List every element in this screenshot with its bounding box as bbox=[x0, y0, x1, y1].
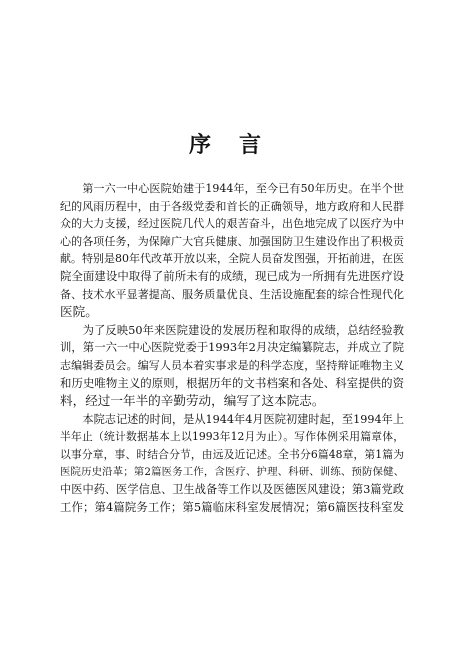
text-line: 工作；第4篇院务工作；第5篇临床科室发展情况；第6篇医技科室发 bbox=[60, 499, 404, 514]
text-line: 院全面建设中取得了前所未有的成绩，现已成为一所拥有先进医疗设 bbox=[60, 268, 404, 283]
text-line: 本院志记述的时间，是从1944年4月医院初建时起，至1994年上 bbox=[60, 412, 404, 426]
text-line: 第一六一中心医院始建于1944年，至今已有50年历史。在半个世 bbox=[60, 182, 404, 195]
text-line: 以事分章，事、时结合分节，由远及近记述。全书分6篇48章，第1篇为 bbox=[60, 447, 404, 461]
text-line: 心的各项任务，为保障广大官兵健康、加强国防卫生建设作出了积极贡 bbox=[60, 234, 404, 248]
body-text bbox=[60, 180, 404, 517]
page-title: 序言 bbox=[188, 132, 289, 158]
text-line: 志编辑委员会。编写人员本着实事求是的科学态度，坚持辩证唯物主义 bbox=[60, 358, 404, 372]
text-line: 备、技术水平显著提高、服务质量优良、生活设施配套的综合性现代化 bbox=[60, 287, 404, 301]
text-line: 纪的风雨历程中，由于各级党委和首长的正确领导，地方政府和人民群 bbox=[60, 199, 404, 213]
text-line: 为了反映50年来医院建设的发展历程和取得的成绩，总结经验教 bbox=[60, 323, 404, 337]
text-line: 献。特别是80年代改革开放以来，全院人员奋发图强，开拓前进，在医 bbox=[60, 252, 404, 266]
paragraph-1 bbox=[60, 180, 404, 321]
text-line: 半年止（统计数据基本上以1993年12月为止）。写作体例采用篇章体， bbox=[60, 430, 404, 444]
text-line: 中医中药、医学信息、卫生战备等工作以及医德医风建设；第3篇党政 bbox=[60, 483, 404, 497]
text-line: 和历史唯物主义的原则，根据历年的文书档案和各处、科室提供的资 bbox=[60, 375, 404, 390]
text-line: 训，第一六一中心医院党委于1993年2月决定编纂院志，并成立了院 bbox=[60, 340, 404, 355]
paragraph-2 bbox=[60, 322, 404, 410]
text-line: 众的大力支援，经过医院几代人的艰苦奋斗，出色地完成了以医疗为中 bbox=[60, 217, 404, 231]
text-line: 医院。 bbox=[60, 304, 98, 320]
text-line: 料，经过一年半的辛勤劳动，编写了这本院志。 bbox=[60, 393, 325, 409]
paragraph-3 bbox=[60, 411, 404, 517]
text-line: 医院历史沿革；第2篇医务工作，含医疗、护理、科研、训练、预防保健、 bbox=[60, 465, 404, 478]
